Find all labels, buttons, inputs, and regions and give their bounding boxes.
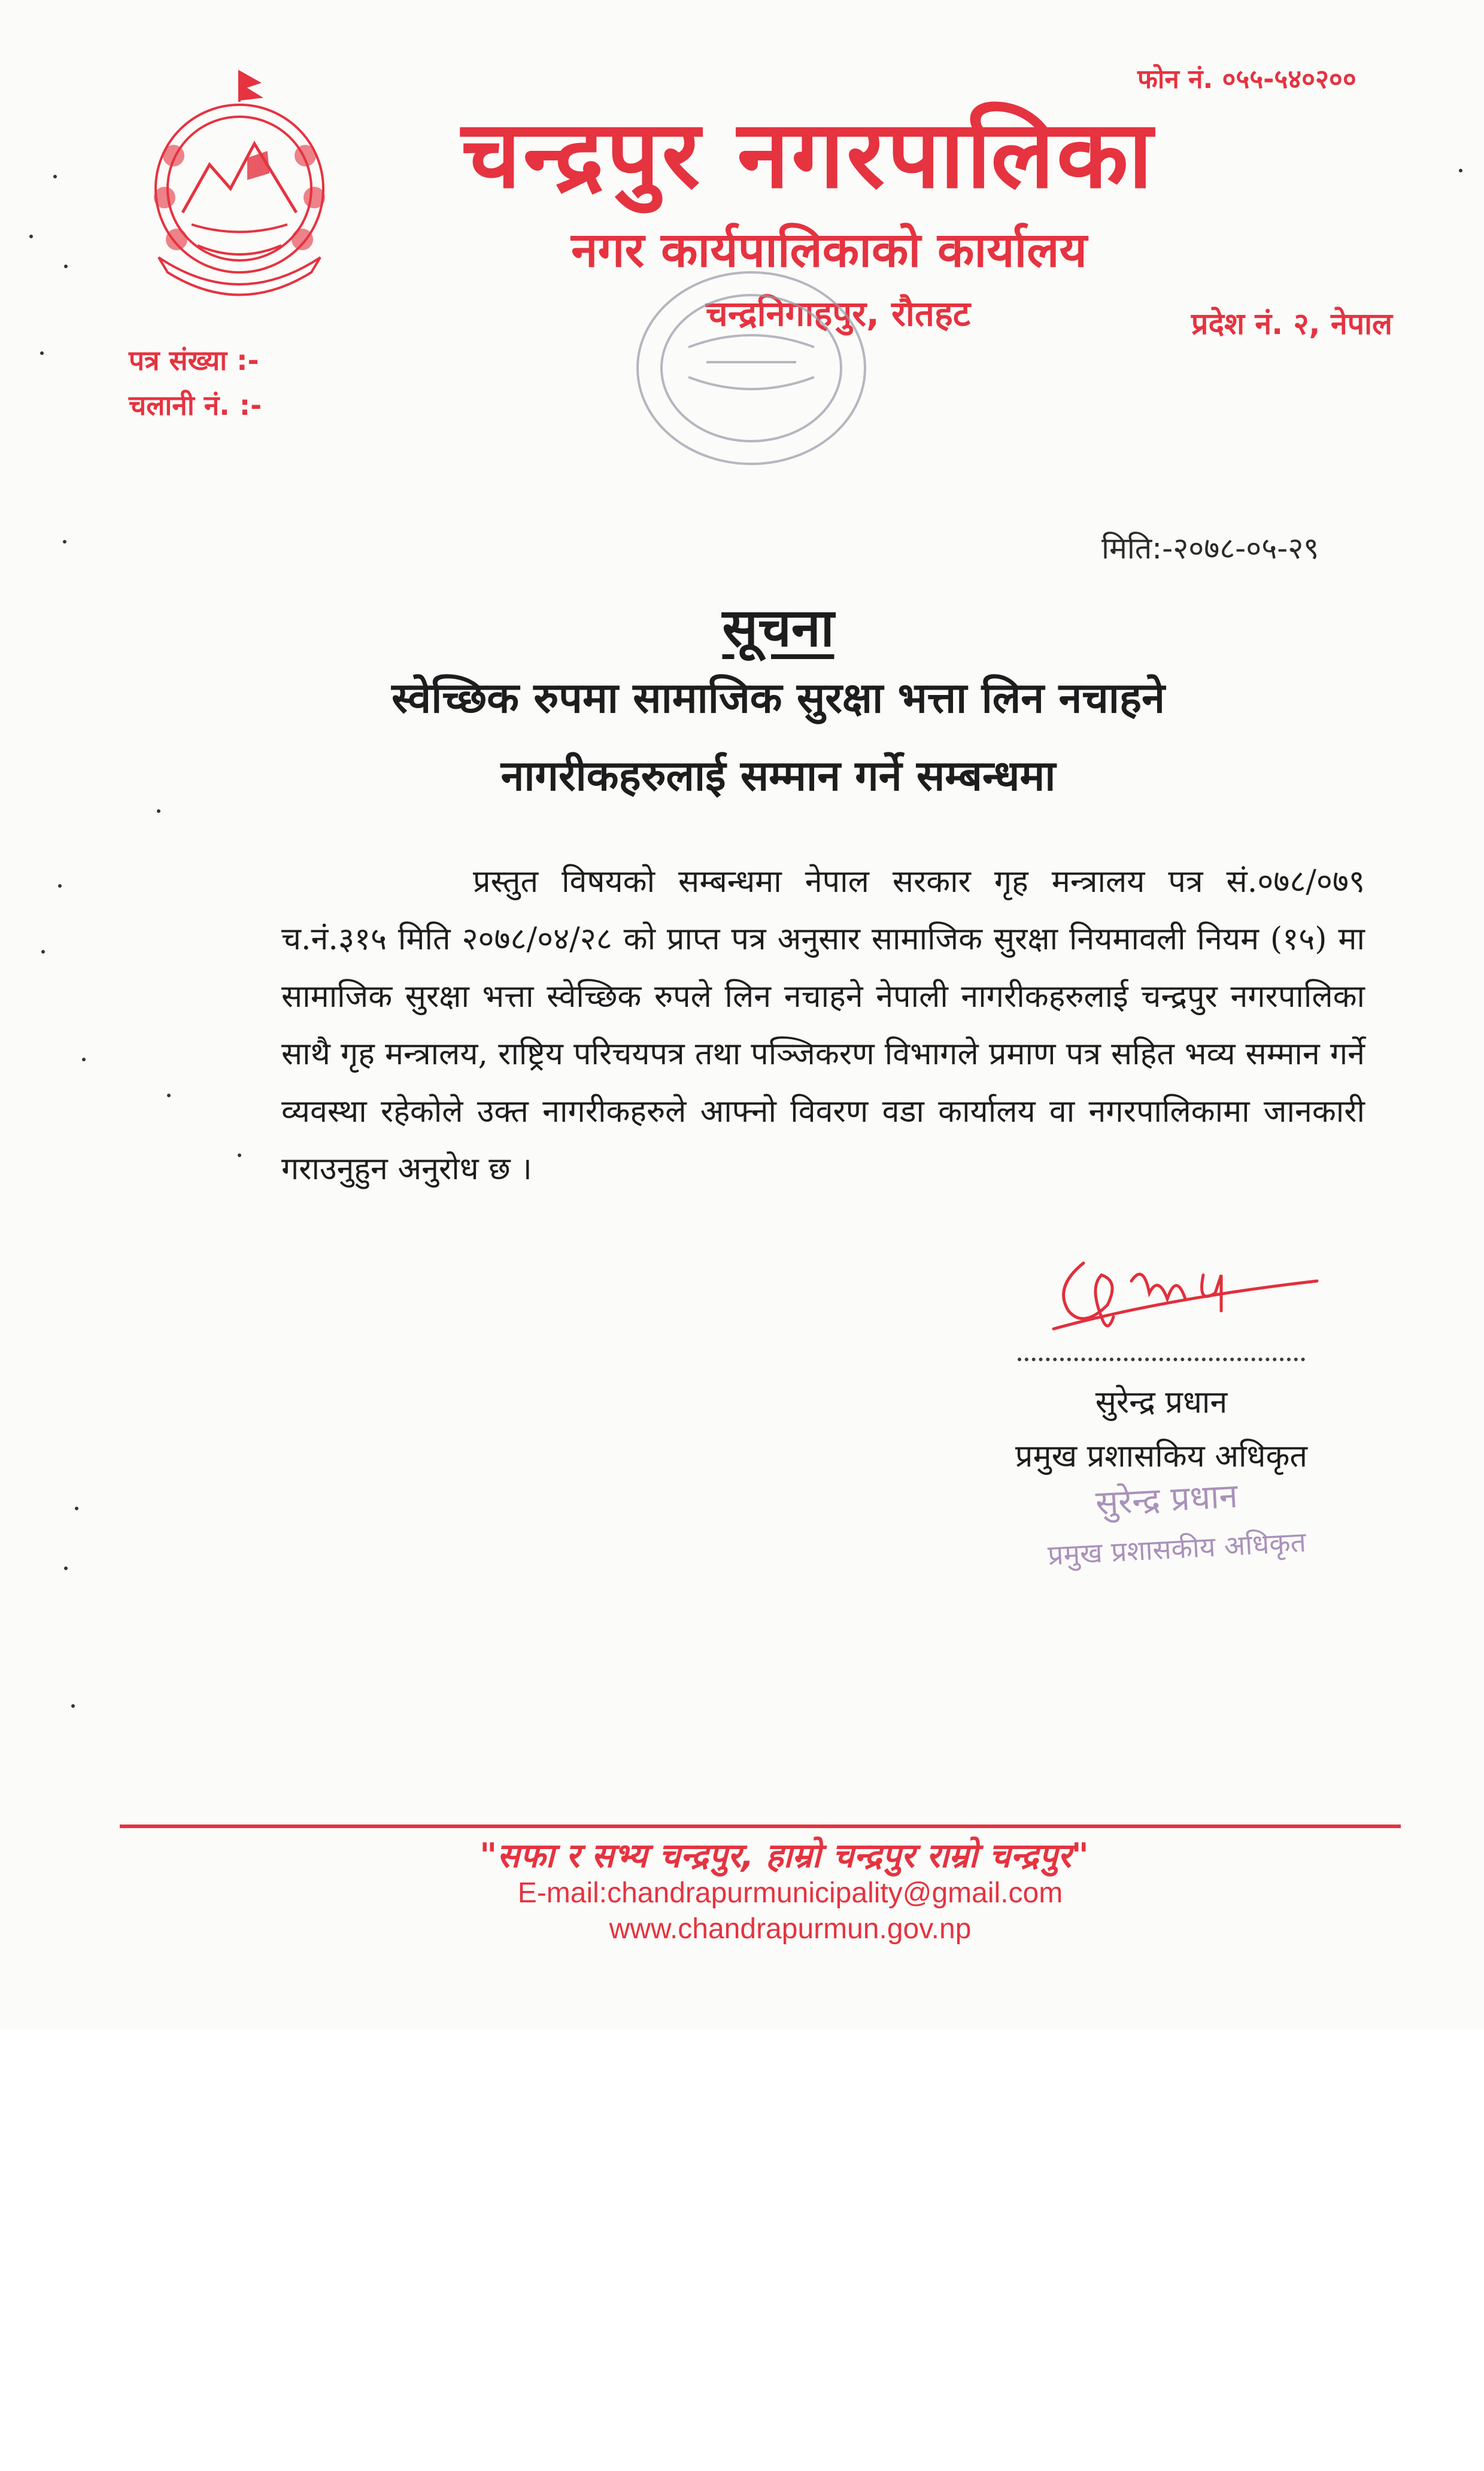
stamp-designation: प्रमुख प्रशासकीय अधिकृत	[1046, 1525, 1307, 1572]
footer-divider	[120, 1825, 1401, 1828]
notice-body: प्रस्तुत विषयको सम्बन्धमा नेपाल सरकार गृह मन्त्रालय पत्र सं.०७८/०७९ च.नं.३१५ मिति २०७८/०४/२८ को प्राप्त पत्र अनुसार सामाजिक सुरक्षा नियमावली नियम (१५) मा सामाजिक सुरक्षा भत्ता स्वेच्छिक रुपले लिन नचाहने नेपाली नागरीकहरुलाई चन्द्रपुर नगरपालिका साथै गृह मन्त्रालय, राष्ट्रिय परिचयपत्र तथा पञ्जिकरण विभागले प्रमाण पत्र सहित भव्य सम्मान गर्ने व्यवस्था रहेकोले उक्त नागरीकहरुले आफ्नो विवरण वडा कार्यालय वा नगरपालिकामा जानकारी गराउनुहुन अनुरोध छ ।	[281, 864, 1365, 1187]
handwritten-signature-icon	[1042, 1239, 1329, 1347]
notice-title: सूचना	[722, 597, 834, 658]
notice-date: मिति:-२०७८-०५-२९	[1101, 531, 1319, 566]
footer-email[interactable]: E-mail:chandrapurmunicipality@gmail.com	[517, 1877, 1063, 1909]
signatory-name: सुरेन्द्र प्रधान	[1095, 1385, 1228, 1420]
office-address: चन्द्रनिगाहपुर, रौतहट	[706, 293, 970, 334]
designation-stamp	[1048, 1470, 1359, 1595]
footer-slogan: "सफा र सभ्य चन्द्रपुर, हाम्रो चन्द्रपुर राम्रो चन्द्रपुर"	[480, 1836, 1089, 1875]
nepal-government-emblem-icon	[126, 60, 353, 311]
office-subtitle: नगर कार्यपालिकाको कार्यालय	[571, 222, 1087, 278]
municipality-title: चन्द्रपुर नगरपालिका	[461, 100, 1155, 209]
stamp-name: सुरेन्द्र प्रधान	[1094, 1476, 1239, 1523]
phone-number: फोन नं. ०५५-५४०२००	[1137, 64, 1356, 95]
signature-dotted-line	[1018, 1358, 1305, 1361]
subject-line-1: स्वेच्छिक रुपमा सामाजिक सुरक्षा भत्ता लिन नचाहने	[392, 673, 1165, 723]
signatory-designation: प्रमुख प्रशासकिय अधिकृत	[1015, 1438, 1308, 1474]
reference-number-label: पत्र संख्या :-	[129, 344, 259, 377]
footer-website[interactable]: www.chandrapurmun.gov.np	[609, 1913, 972, 1945]
office-round-stamp-icon	[617, 257, 886, 479]
dispatch-number-label: चलानी नं. :-	[129, 389, 262, 421]
province-label: प्रदेश नं. २, नेपाल	[1191, 306, 1392, 341]
subject-line-2: नागरीकहरुलाई सम्मान गर्ने सम्बन्धमा	[500, 751, 1056, 800]
